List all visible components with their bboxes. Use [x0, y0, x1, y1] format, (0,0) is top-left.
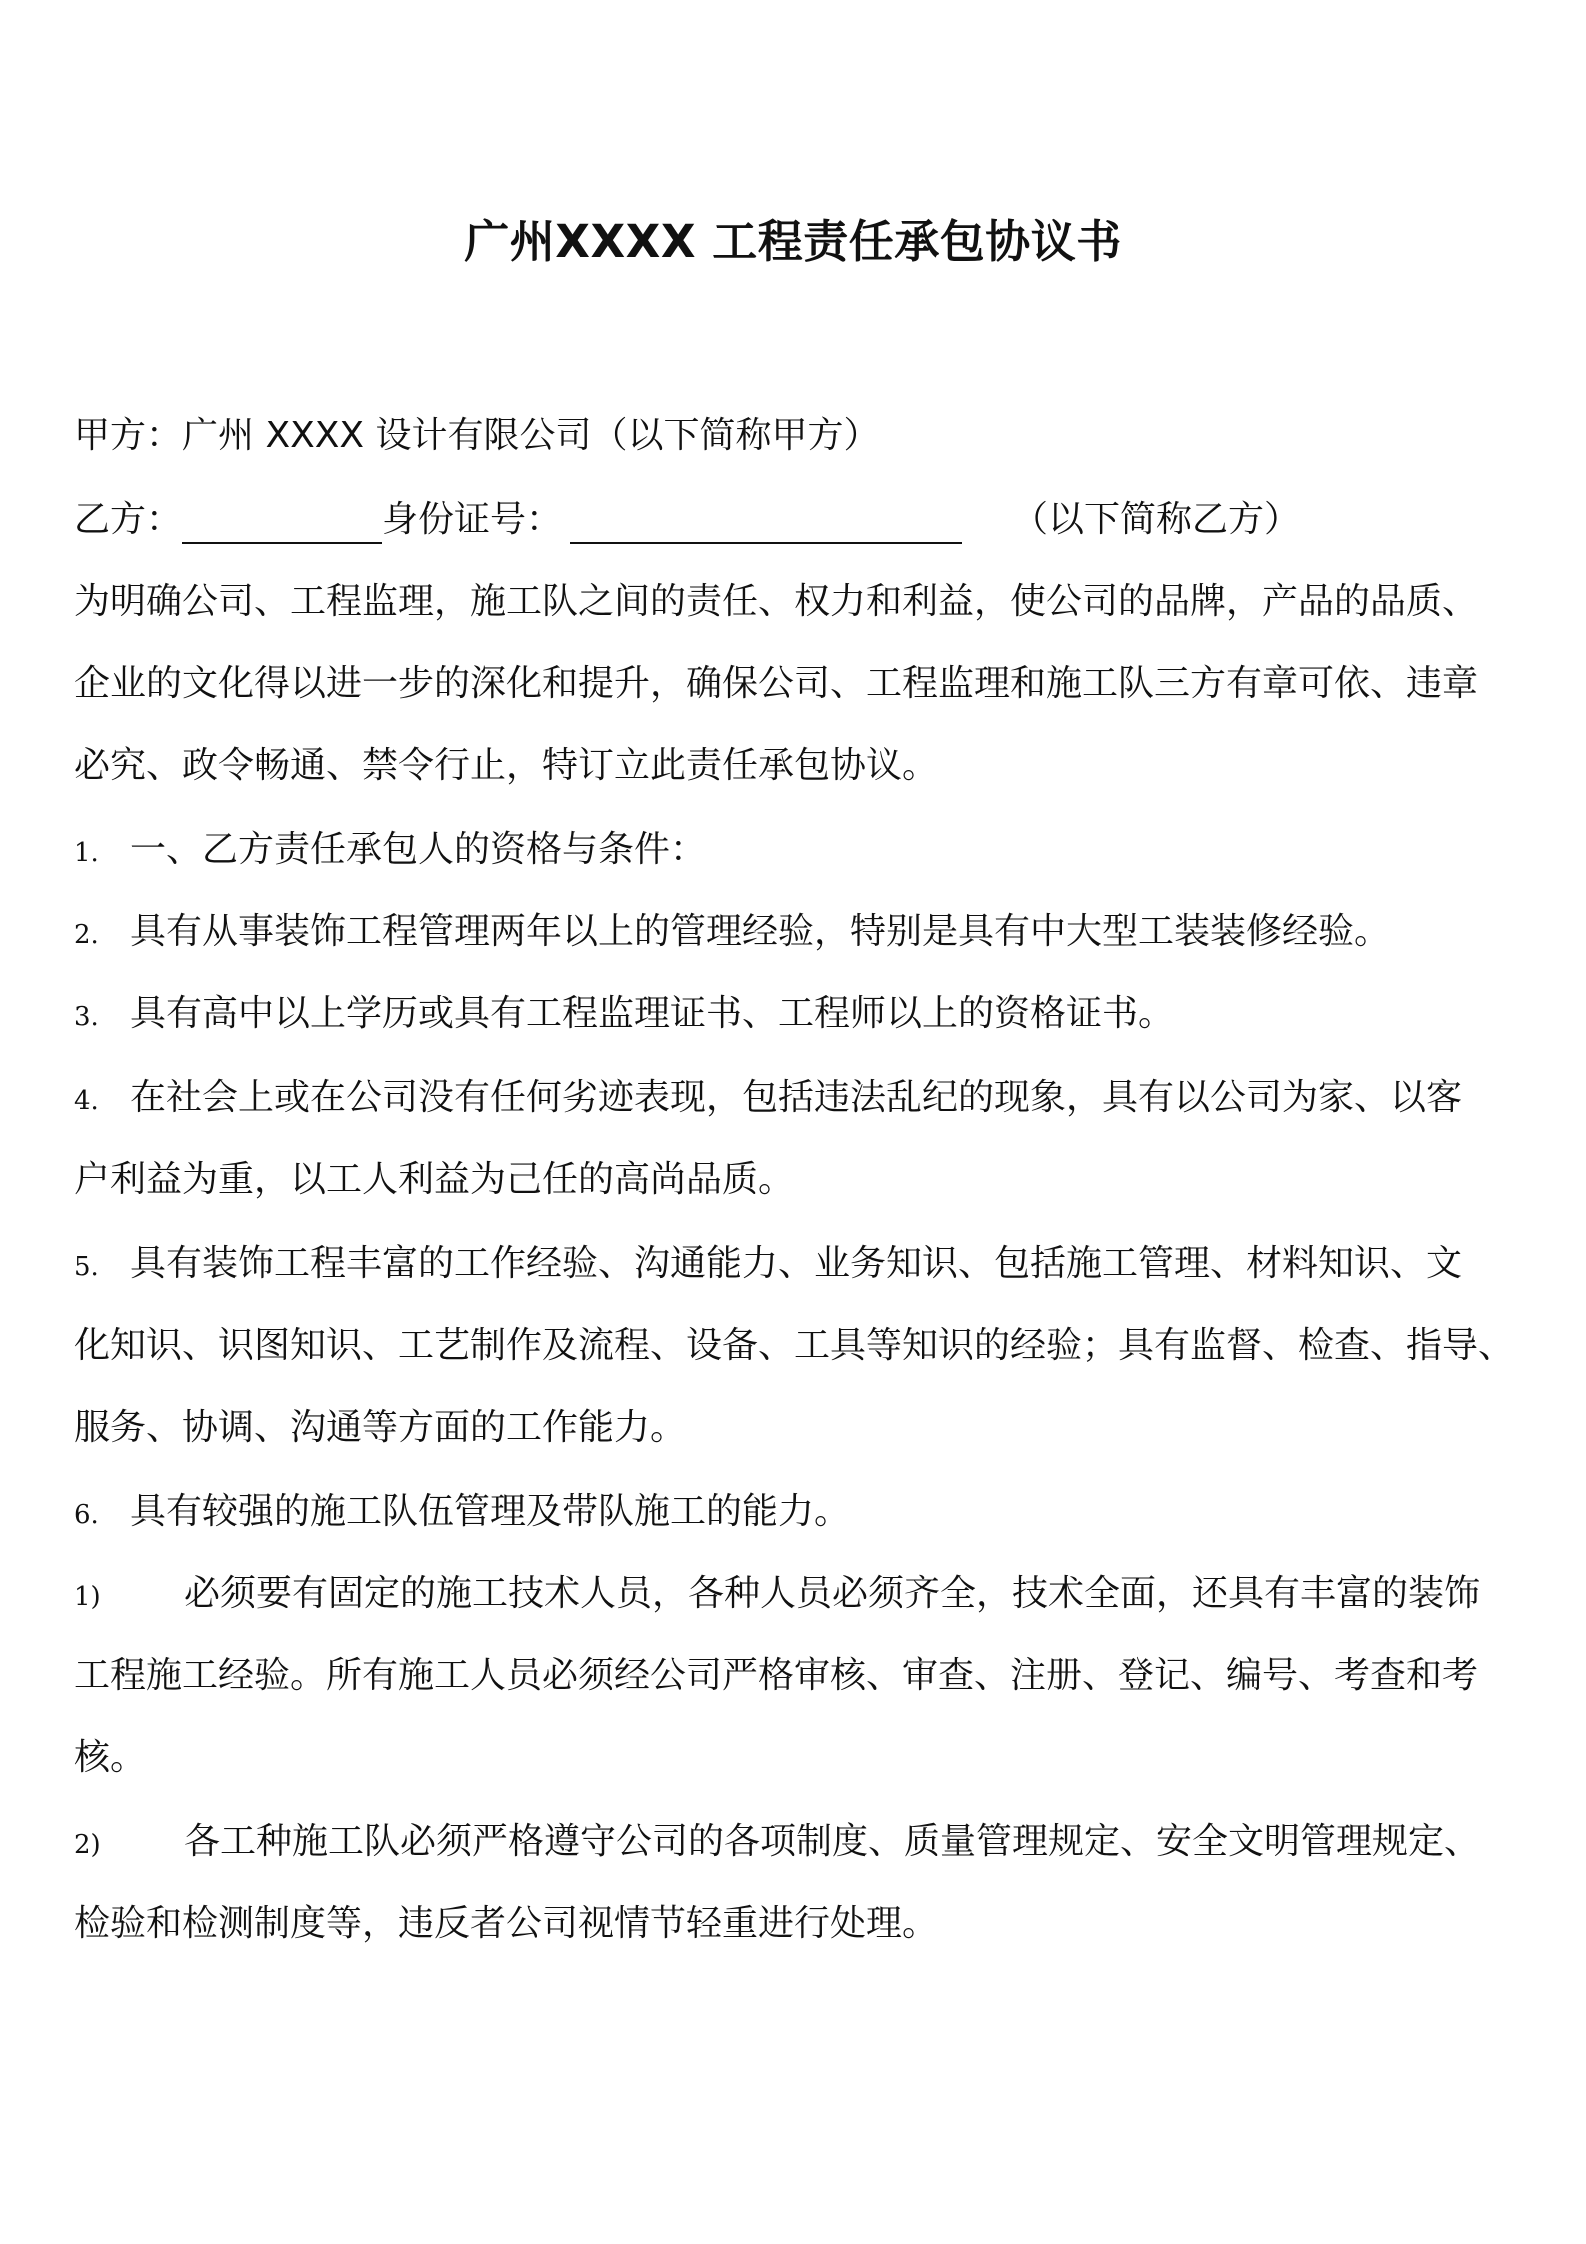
- list-item: [74, 1074, 1524, 1125]
- item-text: 具有高中以上学历或具有工程监理证书、工程师以上的资格证书。: [130, 993, 1175, 1034]
- item-number: 5.: [74, 1252, 99, 1282]
- intro-line: 必究、政令畅通、禁令行止，特订立此责任承包协议。: [74, 745, 939, 786]
- subitem-continuation: 核。: [74, 1737, 147, 1778]
- subitem-number: 1): [74, 1582, 101, 1612]
- intro-line: 企业的文化得以进一步的深化和提升，确保公司、工程监理和施工队三方有章可依、违章: [74, 663, 1479, 704]
- item-text: 具有从事装饰工程管理两年以上的管理经验，特别是具有中大型工装装修经验。: [130, 911, 1391, 952]
- subitem-continuation: 工程施工经验。所有施工人员必须经公司严格审核、审查、注册、登记、编号、考查和考: [74, 1655, 1479, 1696]
- party-b-label: 乙方：: [74, 499, 183, 540]
- item-continuation: 化知识、识图知识、工艺制作及流程、设备、工具等知识的经验；具有监督、检查、指导、: [74, 1325, 1515, 1366]
- item-text: 一、乙方责任承包人的资格与条件：: [130, 829, 707, 870]
- id-number-blank: [570, 502, 962, 544]
- item-number: 4.: [74, 1086, 99, 1116]
- list-item: [74, 990, 1524, 1041]
- intro-line: 为明确公司、工程监理，施工队之间的责任、权力和利益，使公司的品牌，产品的品质、: [74, 581, 1479, 622]
- sub-item: [74, 1818, 1524, 1869]
- list-item: [74, 908, 1524, 959]
- item-number: 3.: [74, 1002, 99, 1032]
- subitem-continuation: 检验和检测制度等，违反者公司视情节轻重进行处理。: [74, 1903, 939, 1944]
- item-number: 1.: [74, 838, 99, 868]
- item-text: 在社会上或在公司没有任何劣迹表现，包括违法乱纪的现象，具有以公司为家、以客: [130, 1077, 1463, 1118]
- item-text: 具有装饰工程丰富的工作经验、沟通能力、业务知识、包括施工管理、材料知识、文: [130, 1243, 1463, 1284]
- list-item: [74, 826, 1524, 877]
- party-b-line: [74, 496, 1524, 544]
- party-b-name-blank: [182, 502, 382, 544]
- item-number: 2.: [74, 920, 99, 950]
- subitem-number: 2): [74, 1830, 101, 1860]
- item-continuation: 服务、协调、沟通等方面的工作能力。: [74, 1407, 687, 1448]
- document-title: 广州XXXX 工程责任承包协议书: [464, 215, 1122, 268]
- party-a-line: 甲方：广州 XXXX 设计有限公司（以下简称甲方）: [74, 415, 880, 456]
- id-number-label: 身份证号：: [382, 499, 563, 540]
- subitem-text: 必须要有固定的施工技术人员，各种人员必须齐全，技术全面，还具有丰富的装饰: [184, 1573, 1481, 1614]
- subitem-text: 各工种施工队必须严格遵守公司的各项制度、质量管理规定、安全文明管理规定、: [184, 1821, 1481, 1862]
- list-item: [74, 1488, 1524, 1539]
- item-continuation: 户利益为重，以工人利益为己任的高尚品质。: [74, 1159, 795, 1200]
- sub-item: [74, 1570, 1524, 1621]
- list-item: [74, 1240, 1524, 1291]
- item-text: 具有较强的施工队伍管理及带队施工的能力。: [130, 1491, 851, 1532]
- item-number: 6.: [74, 1500, 99, 1530]
- party-b-suffix: （以下简称乙方）: [1012, 499, 1301, 540]
